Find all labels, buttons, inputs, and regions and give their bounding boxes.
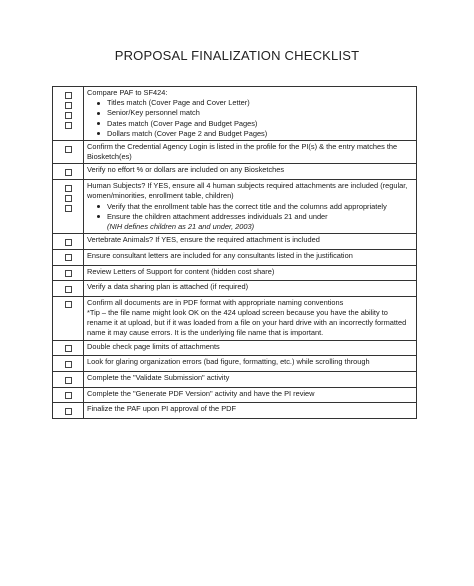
checkbox-cell	[53, 372, 84, 388]
sub-item-text: Verify that the enrollment table has the correct title and the columns add appropriately	[87, 202, 413, 212]
checklist-row	[53, 387, 417, 403]
item-text: Finalize the PAF upon PI approval of the PDF	[87, 404, 236, 414]
checklist-row	[53, 234, 417, 250]
checklist-row	[53, 180, 417, 234]
item-text-cell	[84, 356, 417, 372]
checkbox-cell	[53, 234, 84, 250]
checkbox[interactable]	[65, 146, 72, 153]
item-text-cell	[84, 234, 417, 250]
item-text-cell	[84, 180, 417, 234]
sub-item-text: Titles match (Cover Page and Cover Letter)	[87, 98, 413, 108]
page-title: PROPOSAL FINALIZATION CHECKLIST	[114, 48, 360, 63]
checkbox-cell	[53, 87, 84, 141]
checkbox[interactable]	[65, 301, 72, 308]
item-text-cell	[84, 164, 417, 180]
checkbox-cell	[53, 141, 84, 164]
item-text: Complete the "Generate PDF Version" activity and have the PI review	[87, 388, 315, 398]
item-text-cell	[84, 249, 417, 265]
item-text: Human Subjects? If YES, ensure all 4 human subjects required attachments are included (regular, women/minorities, enrollment table, children)	[87, 181, 408, 201]
item-text-cell	[84, 296, 417, 340]
item-text-cell	[84, 340, 417, 356]
note-text: (NIH defines children as 21 and under, 2003)	[107, 221, 255, 231]
checklist-row	[53, 164, 417, 180]
item-text-cell	[84, 403, 417, 419]
checkbox-cell	[53, 356, 84, 372]
item-text: Look for glaring organization errors (bad figure, formatting, etc.) while scrolling through	[87, 357, 370, 367]
checkbox[interactable]	[65, 239, 72, 246]
checkbox-cell	[53, 340, 84, 356]
sub-item-text: Senior/Key personnel match	[87, 108, 413, 118]
item-text: Verify a data sharing plan is attached (if required)	[87, 282, 249, 292]
checkbox-cell	[53, 164, 84, 180]
item-text: Verify no effort % or dollars are included on any Biosketches	[87, 165, 285, 175]
checkbox[interactable]	[65, 286, 72, 293]
item-text-cell	[84, 372, 417, 388]
checkbox[interactable]	[65, 205, 72, 212]
checklist-row	[53, 281, 417, 297]
item-text: Vertebrate Animals? If YES, ensure the required attachment is included	[87, 235, 320, 245]
checkbox[interactable]	[65, 92, 72, 99]
checkbox[interactable]	[65, 185, 72, 192]
item-text: Double check page limits of attachments	[87, 341, 220, 351]
checkbox-cell	[53, 249, 84, 265]
checklist-row	[53, 249, 417, 265]
checkbox[interactable]	[65, 122, 72, 129]
item-text-cell	[84, 387, 417, 403]
checkbox-cell	[53, 180, 84, 234]
item-text-cell	[84, 265, 417, 281]
checklist-row	[53, 141, 417, 164]
sub-item-text: Dollars match (Cover Page 2 and Budget Pages)	[87, 129, 413, 139]
checkbox[interactable]	[65, 408, 72, 415]
item-text-cell	[84, 141, 417, 164]
sub-item-text: Ensure the children attachment addresses individuals 21 and under	[87, 212, 413, 222]
checkbox[interactable]	[65, 345, 72, 352]
item-text: Confirm the Credential Agency Login is listed in the profile for the PI(s) & the entry matches the Biosketch(es)	[87, 142, 398, 162]
checklist-row	[53, 340, 417, 356]
checklist-row	[53, 87, 417, 141]
checkbox[interactable]	[65, 392, 72, 399]
item-text: Confirm all documents are in PDF format with appropriate naming conventions	[87, 297, 344, 307]
checklist-row	[53, 403, 417, 419]
checklist-body	[53, 87, 417, 419]
item-text: *Tip – the file name might look OK on the 424 upload screen because you have the ability to rename it at upload, but if it was loaded from a file on your hard drive with an incorrectly formatted name it may cause errors. It is the underlying file name that is important.	[87, 308, 407, 338]
checkbox[interactable]	[65, 377, 72, 384]
checkbox-cell	[53, 281, 84, 297]
checkbox[interactable]	[65, 361, 72, 368]
checklist-table	[52, 86, 417, 419]
checklist-row	[53, 296, 417, 340]
item-text-cell	[84, 281, 417, 297]
checklist-row	[53, 265, 417, 281]
item-text: Complete the "Validate Submission" activity	[87, 373, 230, 383]
checkbox[interactable]	[65, 112, 72, 119]
checkbox[interactable]	[65, 102, 72, 109]
checkbox[interactable]	[65, 254, 72, 261]
checkbox-cell	[53, 387, 84, 403]
sub-item-text: Dates match (Cover Page and Budget Pages)	[87, 119, 413, 129]
item-text-cell	[84, 87, 417, 141]
checkbox-cell	[53, 265, 84, 281]
checkbox-cell	[53, 296, 84, 340]
item-text: Compare PAF to SF424:	[87, 88, 168, 97]
checkbox[interactable]	[65, 169, 72, 176]
checkbox[interactable]	[65, 270, 72, 277]
checklist-row	[53, 356, 417, 372]
checkbox[interactable]	[65, 195, 72, 202]
item-text: Review Letters of Support for content (hidden cost share)	[87, 266, 275, 276]
checkbox-cell	[53, 403, 84, 419]
checklist-row	[53, 372, 417, 388]
item-text: Ensure consultant letters are included for any consultants listed in the justification	[87, 250, 353, 260]
